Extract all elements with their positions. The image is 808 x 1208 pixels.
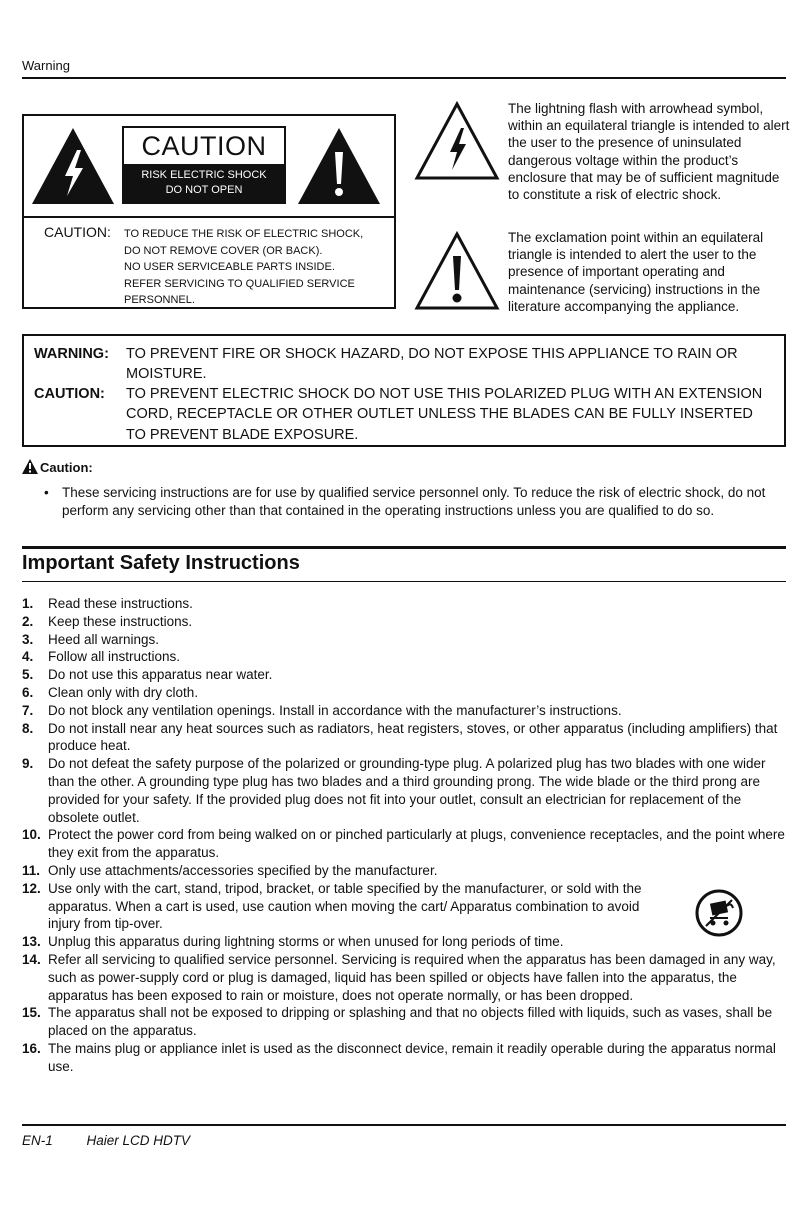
item-number: 9. [22,756,34,772]
caution-note-heading [22,459,93,475]
item-number: 1. [22,596,34,611]
product-name: Haier LCD HDTV [86,1133,191,1148]
caution-instructions [124,226,374,309]
list-item [22,720,788,756]
section-title: Important Safety Instructions [22,552,300,574]
item-number: 4. [22,649,34,665]
header-label: Warning [22,58,70,73]
item-number: 15. [22,1005,41,1021]
item-number: 3. [22,631,34,647]
item-number: 7. [22,702,34,718]
item-text: Clean only with dry cloth. [48,684,199,700]
item-number: 14. [22,951,41,967]
caution-prefix: CAUTION: [44,224,111,240]
caution-note-title: Caution: [40,460,93,475]
warning-text: TO PREVENT FIRE OR SHOCK HAZARD, DO NOT EXPOSE THIS APPLIANCE TO RAIN OR MOISTURE. [126,346,738,383]
section-rule-top [22,546,786,549]
caution-note-text: These servicing instructions are for use by qualified service personnel only. To reduce the risk of electric shock, do not perform any servicing other than that contained in the operating instructions unless you are qualified to do so. [62,485,766,518]
item-text: Do not install near any heat sources such as radiators, heat registers, stoves, or other apparatus (including amplifiers) that produce heat. [48,720,778,754]
item-number: 12. [22,880,41,896]
page-number: EN-1 [22,1133,53,1148]
item-text: Read these instructions. [48,596,193,611]
caution-label-top [24,116,394,214]
list-item [22,951,788,1004]
bullet-dot: • [44,485,49,500]
list-item [22,880,788,933]
cart-tip-over-icon [694,888,744,938]
item-text: The mains plug or appliance inlet is used as the disconnect device, remain it readily operable during the apparatus normal use. [48,1040,776,1074]
lightning-triangle-icon [30,126,116,206]
list-item [22,755,788,826]
item-number: 8. [22,720,34,736]
item-text: Do not use this apparatus near water. [48,667,273,683]
section-rule-bottom [22,581,786,582]
list-item [22,862,788,880]
caution-line: TO REDUCE THE RISK OF ELECTRIC SHOCK, [124,228,364,240]
lightning-triangle-icon [414,100,500,182]
list-item [22,595,788,613]
item-text: Keep these instructions. [48,613,193,629]
item-text: Do not defeat the safety purpose of the polarized or grounding-type plug. A polarized plug has two blades with one wider than the other. A grounding type plug has two blades and a third grounding prong. The wide blade or the third prong are provided for your safety. If the provided plug does not fit into your outlet, consult an electrician for replacement of the obsolete outlet. [48,756,766,825]
caution-subtitle-line: RISK ELECTRIC SHOCK [141,169,267,181]
list-item [22,648,788,666]
lightning-symbol-description: The lightning flash with arrowhead symbol, within an equilateral triangle is intended to alert the user to the presence of uninsulated dangerous voltage within the product’s enclosure that may be of sufficient magnitude to constitute a risk of electric shock. [508,101,790,203]
item-text: Do not block any ventilation openings. Install in accordance with the manufacturer’s instructions. [48,702,622,718]
list-item [22,684,788,702]
caution-label-box [22,114,396,309]
caution-line: PERSONNEL. [124,294,195,306]
caution-line: DO NOT REMOVE COVER (OR BACK). [124,244,323,257]
caution-line: REFER SERVICING TO QUALIFIED SERVICE [124,277,355,290]
list-item [22,1004,788,1040]
item-text: Protect the power cord from being walked on or pinched particularly at plugs, convenience receptacles, and the point where they exit from the apparatus. [48,827,785,861]
header-rule [22,77,786,79]
item-number: 10. [22,827,41,843]
footer-rule [22,1124,786,1126]
warning-label: WARNING: [34,346,109,362]
caution-subtitle [124,164,284,202]
caution-line: NO USER SERVICEABLE PARTS INSIDE. [124,261,335,273]
list-item [22,826,788,862]
list-item [22,613,788,631]
caution-center-panel [122,126,286,204]
safety-instructions-list [22,595,788,1076]
list-item [22,631,788,649]
item-number: 6. [22,684,34,700]
item-text: Use only with the cart, stand, tripod, bracket, or table specified by the manufacturer, or sold with the apparatus. When a cart is used, use caution when moving the cart/ Apparatus combination to avoid injury from tip-over. [48,880,642,932]
list-item [22,933,788,951]
list-item [22,702,788,720]
caution-divider [24,216,394,218]
item-text: Refer all servicing to qualified service personnel. Servicing is required when the apparatus has been damaged in any way, such as power-supply cord or plug is damaged, liquid has been spilled or objects have fallen into the apparatus, the apparatus has been exposed to rain or moisture, does not operate normally, or has been dropped. [48,951,776,1003]
item-number: 11. [22,862,41,878]
exclamation-triangle-icon [414,230,500,312]
item-number: 5. [22,667,34,683]
caution-label: CAUTION: [34,386,105,402]
item-number: 2. [22,613,34,629]
exclamation-symbol-description: The exclamation point within an equilateral triangle is intended to alert the user to the presence of important operating and maintenance (servicing) instructions in the literature accompanying the appliance. [508,230,764,314]
list-item [22,1040,788,1076]
warning-triangle-icon [22,459,38,474]
item-text: The apparatus shall not be exposed to dripping or splashing and that no objects filled with liquids, such as vases, shall be placed on the apparatus. [48,1005,773,1039]
list-item [22,666,788,684]
item-text: Unplug this apparatus during lightning storms or when unused for long periods of time. [48,934,564,950]
item-text: Heed all warnings. [48,631,160,647]
item-number: 16. [22,1040,41,1056]
footer [22,1133,220,1148]
warning-box [22,334,786,447]
exclamation-triangle-icon [296,126,382,206]
item-number: 13. [22,934,41,950]
caution-title: CAUTION [141,131,267,161]
item-text: Follow all instructions. [48,649,181,665]
item-text: Only use attachments/accessories specified by the manufacturer. [48,862,438,878]
caution-subtitle-line: DO NOT OPEN [165,184,243,196]
caution-text: TO PREVENT ELECTRIC SHOCK DO NOT USE THIS POLARIZED PLUG WITH AN EXTENSION CORD, RECEPTACLE OR OTHER OUTLET UNLESS THE BLADES CAN BE FULLY INSERTED TO PREVENT BLADE EXPOSURE. [126,386,763,443]
caution-note-bullet [44,484,789,520]
